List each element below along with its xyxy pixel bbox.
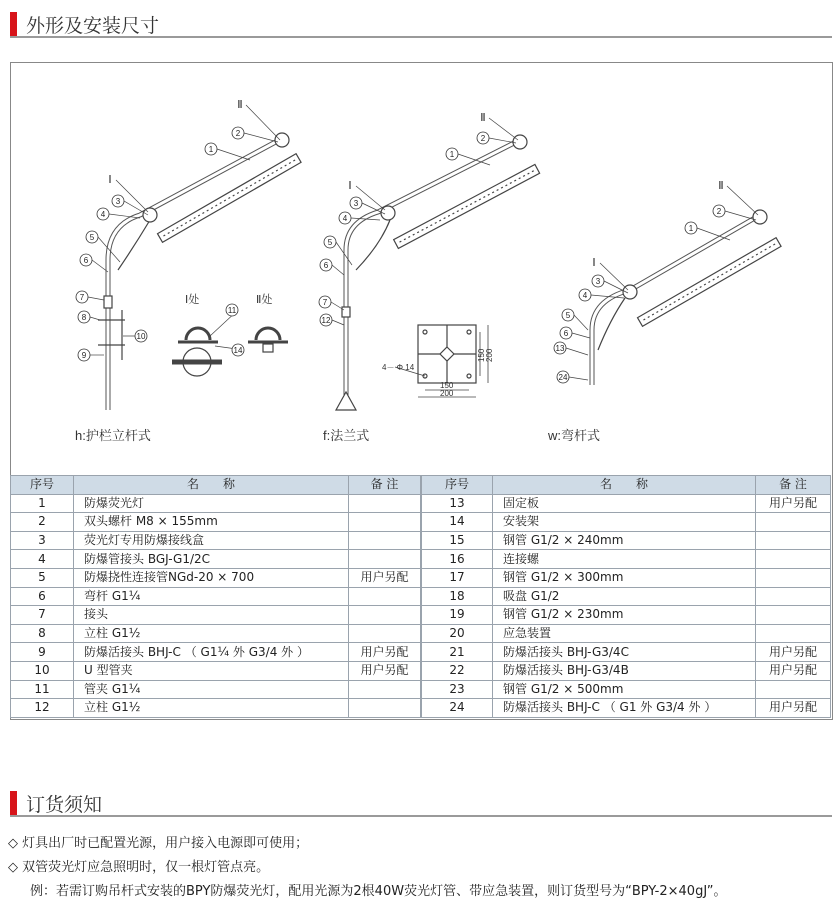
part-note: 用户另配: [756, 699, 831, 718]
part-note: [756, 513, 831, 532]
part-number: 9: [11, 643, 74, 662]
detail-label-1: Ⅰ处: [185, 294, 200, 306]
callout-label: 14: [233, 346, 243, 355]
part-name: 固定板: [493, 494, 756, 513]
plate-dim-outer-v: 200: [485, 348, 494, 362]
caption-h: h:护栏立杆式: [75, 428, 151, 443]
part-number: 23: [422, 680, 493, 699]
callout-label: 12: [321, 316, 331, 325]
callout-label: 1: [688, 224, 694, 233]
callout-label: Ⅱ: [237, 99, 243, 111]
table-row: [11, 661, 421, 680]
callout-label: Ⅱ: [718, 180, 724, 192]
part-name: 防爆活接头 BHJ-G3/4B: [493, 661, 756, 680]
part-number: 21: [422, 643, 493, 662]
note-1: ◇ 灯具出厂时已配置光源，用户接入电源即可使用；: [8, 836, 309, 851]
table-row: [422, 680, 831, 699]
part-name: 管夹 G1¼: [74, 680, 349, 699]
parts-table-right: [421, 475, 831, 718]
part-note: 用户另配: [349, 568, 421, 587]
table-row: [422, 699, 831, 718]
table-row: [422, 531, 831, 550]
part-note: [349, 513, 421, 532]
section-accent-bar: [10, 791, 17, 815]
callout-label: 7: [79, 293, 85, 302]
leader-line: [725, 211, 756, 220]
leader-line: [244, 133, 278, 142]
part-name: 防爆活接头 BHJ-G3/4C: [493, 643, 756, 662]
part-name: 钢管 G1/2 × 240mm: [493, 531, 756, 550]
part-name: 钢管 G1/2 × 500mm: [493, 680, 756, 699]
callout-label: 3: [353, 199, 359, 208]
part-number: 20: [422, 624, 493, 643]
col-note: 备 注: [756, 476, 831, 495]
part-number: 19: [422, 606, 493, 625]
table-row: [11, 494, 421, 513]
part-name: 防爆挠性连接管NGd-20 × 700: [74, 568, 349, 587]
table-row: [11, 680, 421, 699]
part-note: 用户另配: [756, 494, 831, 513]
part-name: 防爆活接头 BHJ-C （ G1¼ 外 G3/4 外 ）: [74, 643, 349, 662]
table-row: [11, 531, 421, 550]
table-row: [11, 624, 421, 643]
leader-line: [572, 333, 590, 338]
callout-label: 11: [227, 306, 237, 315]
part-note: [756, 531, 831, 550]
part-name: 弯杆 G1¼: [74, 587, 349, 606]
table-row: [11, 643, 421, 662]
part-name: 双头螺杆 M8 × 155mm: [74, 513, 349, 532]
table-row: [422, 661, 831, 680]
part-number: 22: [422, 661, 493, 680]
part-number: 11: [11, 680, 74, 699]
callout-label: 1: [208, 145, 214, 154]
callout-label: 4: [582, 291, 588, 300]
section-title: 外形及安装尺寸: [26, 15, 160, 37]
plate-dim-inner-v: 150: [477, 348, 486, 362]
part-note: [349, 550, 421, 569]
part-number: 13: [422, 494, 493, 513]
part-number: 6: [11, 587, 74, 606]
part-note: 用户另配: [349, 661, 421, 680]
callout-label: Ⅱ: [480, 112, 486, 124]
part-number: 10: [11, 661, 74, 680]
callout-label: Ⅰ: [108, 174, 112, 186]
leader-line: [217, 149, 250, 160]
callout-label: 4: [342, 214, 348, 223]
leader-line: [566, 348, 588, 355]
table-row: [11, 568, 421, 587]
callout-label: 8: [81, 313, 87, 322]
callout-label: Ⅰ: [348, 180, 352, 192]
callout-label: 24: [558, 373, 568, 382]
callout-label: 5: [565, 311, 571, 320]
callout-label: Ⅰ: [592, 257, 596, 269]
part-number: 4: [11, 550, 74, 569]
part-name: 钢管 G1/2 × 300mm: [493, 568, 756, 587]
callout-label: 4: [100, 210, 106, 219]
callout-label: 2: [480, 134, 486, 143]
part-note: [349, 680, 421, 699]
table-row: [422, 624, 831, 643]
part-number: 2: [11, 513, 74, 532]
col-name: 名 称: [493, 476, 756, 495]
plate-hole-label: 4－ Φ 14: [382, 363, 415, 372]
part-name: 安装架: [493, 513, 756, 532]
leader-line: [332, 265, 344, 275]
part-note: [756, 624, 831, 643]
part-note: [349, 494, 421, 513]
part-number: 8: [11, 624, 74, 643]
part-name: 立柱 G1½: [74, 624, 349, 643]
callout-label: 10: [136, 332, 146, 341]
part-number: 15: [422, 531, 493, 550]
callout-label: 3: [595, 277, 601, 286]
leader-line: [88, 297, 104, 300]
part-note: [349, 699, 421, 718]
part-number: 16: [422, 550, 493, 569]
plate-dim-inner-h: 150: [440, 381, 454, 390]
part-number: 18: [422, 587, 493, 606]
part-name: 连接螺: [493, 550, 756, 569]
callout-label: 3: [115, 197, 121, 206]
part-name: 防爆活接头 BHJ-C （ G1 外 G3/4 外 ）: [493, 699, 756, 718]
part-name: 荧光灯专用防爆接线盒: [74, 531, 349, 550]
part-number: 5: [11, 568, 74, 587]
table-row: [422, 587, 831, 606]
part-note: [349, 606, 421, 625]
callout-label: 6: [563, 329, 569, 338]
leader-line: [489, 138, 516, 143]
table-row: [422, 568, 831, 587]
table-row: [422, 643, 831, 662]
part-number: 24: [422, 699, 493, 718]
callout-label: 13: [555, 344, 565, 353]
part-note: [349, 531, 421, 550]
part-number: 12: [11, 699, 74, 718]
caption-f: f:法兰式: [323, 428, 370, 443]
plate-dim-outer-h: 200: [440, 389, 454, 398]
part-name: 钢管 G1/2 × 230mm: [493, 606, 756, 625]
part-note: [349, 587, 421, 606]
table-row: [11, 606, 421, 625]
table-row: [422, 606, 831, 625]
table-row: [422, 513, 831, 532]
part-note: 用户另配: [756, 643, 831, 662]
part-name: 防爆荧光灯: [74, 494, 349, 513]
table-row: [11, 513, 421, 532]
callout-label: 5: [89, 233, 95, 242]
leader-line: [90, 317, 100, 320]
leader-line: [727, 186, 758, 215]
col-no: 序号: [422, 476, 493, 495]
table-row: [11, 550, 421, 569]
leader-line: [569, 377, 588, 380]
diagram-f-drawing: [336, 135, 540, 410]
col-name: 名 称: [74, 476, 349, 495]
note-example: 例：若需订购吊杆式安装的BPY防爆荧光灯，配用光源为2根40W荧光灯管、带应急装置，则订货型号为“BPY-2×40gJ”。: [30, 884, 727, 899]
leader-line: [332, 320, 344, 325]
part-note: [756, 550, 831, 569]
part-number: 17: [422, 568, 493, 587]
part-name: 立柱 G1½: [74, 699, 349, 718]
callout-label: 2: [716, 207, 722, 216]
callout-label: 9: [81, 351, 87, 360]
callout-label: 5: [327, 238, 333, 247]
section-header-ordering: [10, 789, 832, 817]
table-row: [11, 587, 421, 606]
leader-line: [489, 118, 518, 140]
table-row: [422, 550, 831, 569]
callout-label: 2: [235, 129, 241, 138]
part-note: [756, 680, 831, 699]
part-name: 防爆管接头 BGJ-G1/2C: [74, 550, 349, 569]
part-note: [756, 587, 831, 606]
part-number: 14: [422, 513, 493, 532]
part-name: 应急装置: [493, 624, 756, 643]
leader-line: [574, 315, 588, 330]
leader-line: [331, 302, 344, 310]
detail-label-2: Ⅱ处: [256, 294, 273, 306]
part-number: 3: [11, 531, 74, 550]
table-row: [11, 699, 421, 718]
part-number: 7: [11, 606, 74, 625]
table-row: [422, 494, 831, 513]
part-name: 吸盘 G1/2: [493, 587, 756, 606]
col-note: 备 注: [349, 476, 421, 495]
note-2: ◇ 双管荧光灯应急照明时，仅一根灯管点亮。: [8, 860, 270, 875]
part-note: [349, 624, 421, 643]
part-note: 用户另配: [349, 643, 421, 662]
detail-drawing: [172, 328, 288, 376]
part-note: [756, 568, 831, 587]
callout-label: 6: [323, 261, 329, 270]
callout-label: 1: [449, 150, 455, 159]
part-name: U 型管夹: [74, 661, 349, 680]
part-note: [756, 606, 831, 625]
part-name: 接头: [74, 606, 349, 625]
part-note: 用户另配: [756, 661, 831, 680]
part-number: 1: [11, 494, 74, 513]
parts-table-left: [10, 475, 421, 718]
callout-label: 6: [83, 256, 89, 265]
callout-label: 7: [322, 298, 328, 307]
section-title: 订货须知: [26, 794, 103, 816]
diagram-h-drawing: [98, 133, 301, 410]
caption-w: w:弯杆式: [548, 428, 601, 443]
col-no: 序号: [11, 476, 74, 495]
